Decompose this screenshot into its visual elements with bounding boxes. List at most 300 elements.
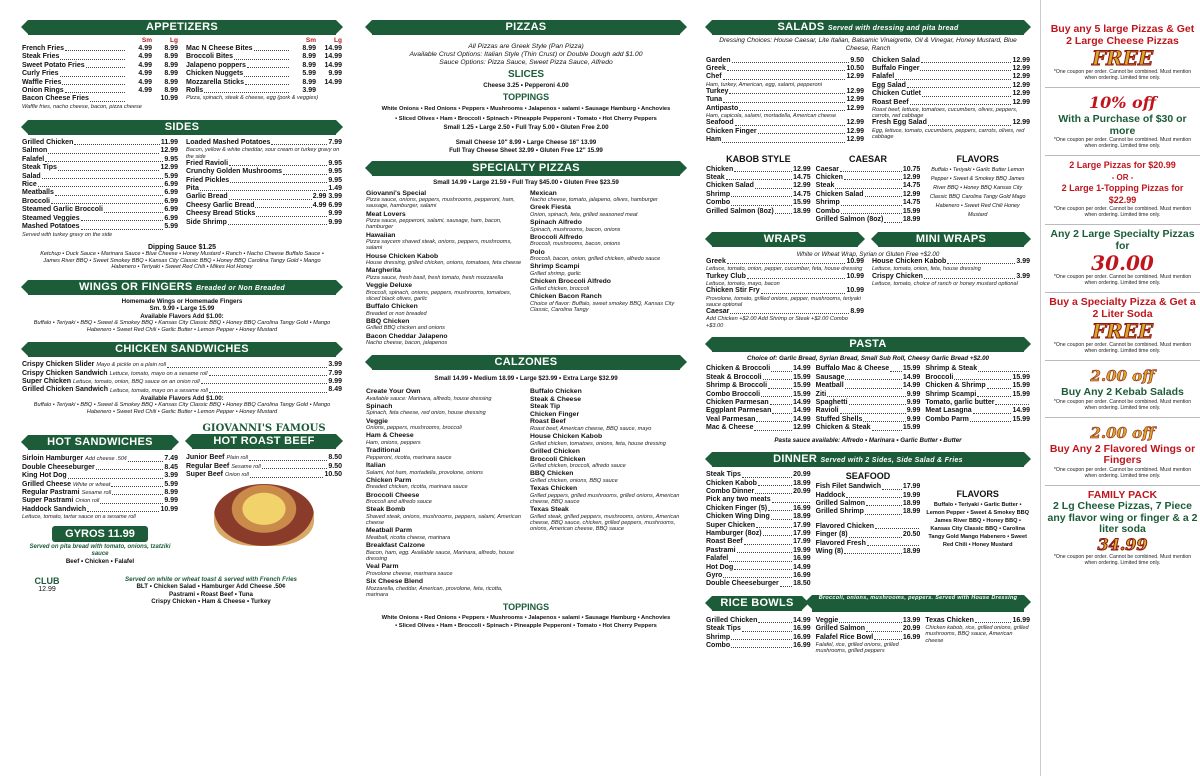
item-price: 14.99 [793,407,811,415]
dot-leader [62,79,125,85]
item-name: Steak Fries [22,53,60,61]
menu-item-row [22,156,178,164]
item-price: 15.99 [902,207,921,215]
item-desc: Bacon, ham, egg. Available sauce, Marinara, alfredo, house dressing [366,549,515,562]
item-price: 18.99 [793,207,811,215]
dot-leader [739,105,845,111]
menu-item [530,418,686,432]
dot-leader [867,540,919,546]
item-price: 16.99 [793,555,811,563]
appetizers-banner: APPETIZERS [28,20,336,35]
wings-line1: Homemade Wings or Homemade Fingers [121,297,243,305]
menu-item [530,456,686,470]
pizza-sauce: Sauce Options: Pizza Sauce, Sweet Pizza Sauce, Alfredo [439,59,613,66]
menu-item [530,403,686,411]
item-price: 16.99 [793,571,811,579]
menu-item [366,563,522,577]
item-price: 4.99 6.99 [312,201,342,209]
menu-item-row [816,166,921,174]
item-price: 20.50 [902,531,921,539]
item-desc: Grilled shrimp, garlic [530,271,581,278]
item-price: 15.99 [793,199,811,207]
item-name: Grilled Chicken Sandwich [22,386,108,394]
item-name: Texas Steak [530,506,569,514]
item-desc: Available sauce: Marinara, alfredo, house dressing [366,395,492,402]
menu-item-row [706,128,864,136]
dot-leader [731,634,792,640]
rice-bowls-banner: RICE BOWLS [712,596,802,611]
menu-item-row [186,45,342,53]
item-name: Buffalo Chicken [530,387,582,395]
dot-leader [771,513,792,519]
item-price: 19.99 [902,491,921,499]
item-name: Chicken Stir Fry [706,287,760,295]
item-price: 16.99 [793,642,811,649]
menu-item-row [186,79,342,87]
item-price: 12.99 [846,136,864,144]
item-price: 10.99 [846,272,864,280]
item-desc: Spinach, mushrooms, bacon, onions [530,226,621,233]
club-line3: Crispy Chicken • Ham & Cheese • Turkey [151,598,271,606]
dot-leader [74,139,160,145]
menu-item-row [706,73,864,81]
menu-item-row [186,454,342,462]
dot-leader [758,480,792,486]
item-price: 13.99 [902,616,921,624]
dot-leader [882,483,902,489]
menu-item-row [706,538,811,546]
menu-item-row [22,147,178,155]
item-desc: Add cheese .50¢ [85,456,128,463]
item-desc: Onions, peppers, mushrooms, broccoli [366,425,462,432]
item-name: Chicken Finger (5) [706,504,768,512]
price-small: 8.99 [302,53,316,61]
item-name: Mozzarella Sticks [186,78,244,86]
menu-item-row [706,258,864,266]
dot-leader [755,182,792,188]
item-price: 10.99 [846,258,864,265]
menu-item-row [816,625,921,633]
menu-item-row [706,555,811,563]
salad-styles [706,152,1030,225]
promo-2-large-pizzas: 2 Large Pizzas for $20.99 - OR - 2 Large 1-Topping Pizzas for $22.99 *One coupon per order. Cannot be combined. Must mention when ordering. Limited time only. [1045,156,1200,225]
item-name: House Chicken Kabob [530,433,603,441]
chicken-sandwiches-banner: CHICKEN SANDWICHES [28,342,336,357]
item-price: 12.99 [793,182,811,190]
menu-item-row [706,399,811,407]
menu-item-row [925,391,1030,399]
item-name: Crispy Chicken [872,272,923,280]
salads-list [706,57,1030,145]
item-desc: Grilled chicken, tomatoes, onions, feta, house dressing [530,440,666,447]
dot-leader [947,258,1015,264]
item-price: 6.99 [164,214,178,222]
dot-leader [201,378,328,384]
item-name: Texas Chicken [530,485,578,493]
item-name: Haddock [815,491,846,499]
dot-leader [60,70,125,76]
calzone-sizes: Small 14.99 • Medium 18.99 • Large $23.99 • Extra Large $32.99 [434,375,618,383]
menu-item-row [186,70,342,78]
dot-leader [722,136,845,142]
price-small: 4.99 [138,61,152,69]
menu-item-row [22,370,342,378]
item-name: Chicken [706,165,734,173]
item-name: Chicken [815,174,843,182]
dot-leader [755,488,792,494]
dot-leader [922,90,1011,96]
item-price: 14.99 [793,616,811,624]
item-price: 5.99 [164,223,178,231]
item-desc: Provolone cheese, marinara sauce [366,570,453,577]
menu-item-row [22,506,178,514]
item-name: Steak Tips [22,164,57,172]
dot-leader [729,555,792,561]
menu-item-row [872,57,1030,65]
item-price: 15.99 [793,382,811,390]
item-name: Grilled Chicken [706,616,758,624]
dot-leader [731,191,792,197]
dot-leader [200,185,328,191]
item-name: Steak & Cheese [530,395,582,403]
item-name: Meatballs [22,189,54,197]
item-price: 9.99 [164,497,178,505]
item-name: Broccoli Bites [186,53,234,61]
item-desc: Bacon, yellow & white cheddar, sour cream or turkey gravy on the side [186,147,340,160]
item-price: 9.99 [906,407,921,415]
menu-item-row [816,365,921,373]
price-small: 8.99 [302,45,316,52]
menu-item-row [706,634,811,642]
item-desc: Breaded or non breaded [366,310,427,317]
menu-item-row [22,87,178,95]
dot-leader [726,174,792,180]
item-name: Falafel [22,155,45,163]
item-name: Buffalo Finger [872,65,920,72]
dot-leader [90,95,125,101]
menu-item-row [22,70,178,78]
menu-item-row [925,416,1030,424]
item-name: Fresh Egg Salad [872,119,927,127]
item-price: 2.99 3.99 [312,193,342,201]
item-name: Chicken Salad [706,182,754,190]
pasta-banner: PASTA [712,337,1024,352]
dot-leader [827,391,906,397]
item-desc: Ham, turkey, American, egg, salami, pepperoni [706,81,822,88]
item-price: 9.95 [328,168,342,176]
item-price: 7.49 [164,455,178,463]
item-desc: Mayo & pickle on a plain roll [96,362,167,369]
item-price: 14.75 [793,174,811,182]
item-price: 9.99 [906,390,921,398]
dot-leader [835,182,901,188]
pasta-list [706,365,1030,432]
menu-item-row [872,119,1030,127]
menu-column-1 [0,0,350,776]
menu-item-row [22,223,178,231]
price-large: 9.99 [328,70,342,78]
dot-leader [768,505,792,511]
dot-leader [250,471,324,477]
item-name: Grilled Cheese [22,480,72,488]
item-name: Chicken & Steak [815,424,871,432]
appetizers-left [22,37,178,110]
dot-leader [840,166,902,172]
item-name: Chicken Nuggets [186,70,244,78]
item-name: Turkey Club [706,272,746,280]
item-desc: Grilled chicken, onions, BBQ sauce [530,477,618,484]
pasta-sauce: Pasta sauce available: Alfredo • Marinara • Garlic Butter • Butter [774,436,962,444]
item-desc: Pizza sauce, pepperoni, salami, sausage, ham, bacon, hamburger [366,218,502,231]
price-large: 8.99 [164,78,178,86]
menu-item-row [872,90,1030,98]
menu-item-row [816,540,921,548]
item-desc: Spinach, feta cheese, red onion, house dressing [366,410,486,417]
price-small: 4.99 [138,45,152,52]
menu-item-row [816,508,921,516]
menu-item-row [816,548,921,556]
menu-item-row [22,378,342,386]
item-name: Chicken Cutlet [872,90,922,98]
menu-item-row [706,382,811,390]
item-name: Margherita [366,267,401,275]
item-name: Italian [366,461,386,469]
item-price: 12.99 [902,174,921,182]
item-name: Super Chicken [706,521,756,529]
menu-item-row [22,361,342,369]
dot-leader [742,471,792,477]
menu-item-row [706,105,864,113]
menu-item-row [706,580,811,588]
club-section [22,576,342,606]
club-line2: Pastrami • Roast Beef • Tuna [169,590,253,598]
menu-item [530,388,686,396]
chicken-sandwich-flavors-title: Available Flavors Add $1.00: [140,394,224,402]
item-desc: White or wheat [73,481,111,488]
item-desc: Provolone, tomato, grilled onions, pepper, mushrooms, teriyaki sauce optional [706,295,861,308]
menu-item-row [22,481,178,489]
item-name: Finger (8) [815,531,848,539]
menu-item-row [22,497,178,505]
item-name: Ham [706,136,722,144]
wraps-list [706,258,1030,329]
dot-leader [96,464,164,470]
item-price: 5.99 [164,480,178,488]
item-price: 8.99 [850,308,864,316]
item-name: Jalapeno poppers [186,61,246,69]
item-price: 17.99 [793,529,811,537]
menu-item-row [706,424,811,432]
rolls-desc: Pizza, spinach, steak & cheese, egg (pork & veggies) [186,95,319,102]
menu-item [366,333,522,347]
dot-leader [38,181,164,187]
item-name: King Hot Dog [22,472,67,480]
menu-item-row [706,182,811,190]
item-name: Chicken Bacon Ranch [530,293,602,301]
item-name: Chicken Finger [530,410,580,418]
item-price: 16.99 [793,633,811,641]
item-price: 20.99 [793,487,811,495]
item-desc: Plain roll [226,455,248,462]
item-name: Tomato, garlic butter [925,398,995,406]
dot-leader [772,407,792,413]
item-name: Ham & Cheese [366,432,414,440]
item-name: Greek [706,258,726,265]
dot-leader [249,454,327,460]
dot-leader [973,407,1012,413]
menu-item-row [872,73,1030,81]
item-name: BBQ Chicken [366,317,410,325]
item-price: 9.50 [850,56,864,64]
item-name: Spaghetti [815,398,848,406]
chicken-sandwiches-list [22,361,342,395]
appetizers-right [186,37,342,110]
size-small-label: Sm [305,37,316,44]
dot-leader [865,508,902,514]
size-large-label: Lg [170,37,178,44]
price-large: 14.99 [324,53,342,61]
item-desc: Nacho cheese, bacon, jalapenos [366,340,448,347]
menu-item-row [22,189,178,197]
dot-leader [65,87,125,93]
item-name: Grilled Salmon [815,499,866,507]
item-name: Veggie Deluxe [366,282,413,290]
item-name: Sausage [815,373,845,381]
menu-item-row [816,500,921,508]
dot-leader [780,580,792,586]
pasta-bread-choice: Choice of: Garlic Bread, Syrian Bread, Small Sub Roll, Cheesy Garlic Bread +$2.00 [747,354,989,362]
item-name: Junior Beef [186,454,225,462]
menu-item-row [186,168,342,176]
menu-item-row [186,62,342,70]
dot-leader [742,625,792,631]
menu-item [530,278,686,292]
dot-leader [247,62,289,68]
dot-leader [58,164,160,170]
menu-item [366,542,522,562]
item-name: Fried Pickles [186,176,230,184]
dot-leader [763,530,793,536]
item-price: 17.99 [793,521,811,529]
item-price: 14.99 [793,398,811,406]
item-price: 18.99 [902,216,921,224]
menu-item-row [925,407,1030,415]
dot-leader [754,424,792,430]
menu-item-row [22,472,178,480]
menu-item [530,234,686,248]
sides-banner: SIDES [28,120,336,135]
price-small: 4.99 [138,87,152,95]
appetizers-list [22,37,342,110]
dot-leader [254,45,289,51]
dot-leader [761,391,792,397]
dot-leader [45,156,163,162]
menu-item-row [706,496,811,504]
item-name: Steak [706,174,725,182]
rice-bowls-list [706,617,1030,655]
price-small: 8.99 [302,61,316,69]
menu-item-row [706,642,811,650]
menu-item [530,448,686,456]
item-name: Chicken Parm [366,476,412,484]
dot-leader [100,497,163,503]
promo-flavored-wings: 2.00 off Buy Any 2 Flavored Wings or Fingers *One coupon per order. Cannot be combined. Must mention when ordering. Limited time only. [1045,418,1200,486]
item-desc: Lettuce, tomato, onion, pepper, cucumber, feta, house dressing [706,266,863,273]
item-desc: Broccoli, mushrooms, bacon, onions [530,241,621,248]
item-name: Bacon Cheese Fries [22,95,89,103]
item-name: Loaded Mashed Potatoes [186,139,271,147]
item-price: 17.99 [793,538,811,546]
menu-item-row [925,617,1030,625]
item-name: Chef [706,73,722,81]
dot-leader [229,193,312,199]
menu-item [366,432,522,446]
wraps-banner: WRAPS [712,232,858,247]
menu-item [366,303,522,317]
item-name: French Fries [22,45,65,52]
price-large: 8.99 [164,61,178,69]
menu-item-row [706,96,864,104]
menu-item-row [706,174,811,182]
menu-item-row [706,391,811,399]
menu-item-row [816,382,921,390]
menu-item-row [872,99,1030,107]
menu-item-row [925,399,1030,407]
item-price: 3.99 [1016,272,1030,280]
menu-item-row [706,88,864,96]
menu-item-row [706,505,811,513]
dot-leader [255,202,311,208]
price-large [316,87,342,95]
item-name: Falafel Rice Bowl [815,633,874,641]
item-price: 9.95 [164,155,178,163]
item-price: 14.75 [902,182,921,190]
dot-leader [68,472,164,478]
salad-flavors-title: FLAVORS [956,153,999,164]
menu-item-row [186,185,342,193]
menu-item-row [706,136,864,144]
menu-item-row [186,139,342,147]
item-name: Veal Parmesan [706,415,756,423]
size-large-label: Lg [334,37,342,44]
item-name: Meat Lasagna [925,407,972,415]
menu-item [366,253,522,267]
dot-leader [744,538,793,544]
menu-item [530,293,686,313]
menu-item-row [706,513,811,521]
item-name: House Chicken Kabob [872,258,947,265]
dot-leader [81,215,164,221]
dinner-flavors: Buffalo • Teriyaki • Garlic Butter • Lemon Pepper • Sweet & Smokey BBQ James River BBQ • Honey BBQ • Kansas City Classic BBQ • Carolina Tangy Gold Mango Habenero • Sweet Red Chili • Honey Mustard [926,502,1030,549]
item-name: Spinach Alfredo [530,219,582,227]
dot-leader [262,463,328,469]
dot-leader [209,370,328,376]
dot-leader [731,199,792,205]
menu-item-row [22,164,178,172]
item-price: 9.99 [906,415,921,423]
menu-item [530,396,686,404]
dot-leader [841,208,902,214]
item-name: Combo [706,642,731,649]
item-price: 7.99 [328,369,342,377]
item-price: 18.99 [793,513,811,521]
menu-item-row [186,471,342,479]
menu-item-row [816,374,921,382]
item-price: 18.50 [793,580,811,588]
dot-leader [737,547,793,553]
dot-leader [987,382,1012,388]
dot-leader [104,206,163,212]
